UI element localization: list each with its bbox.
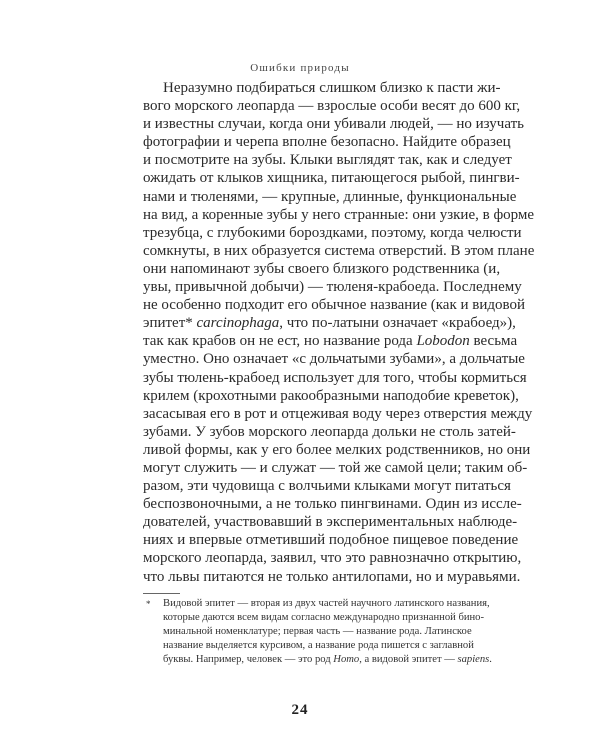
body-line <box>143 513 518 531</box>
body-line <box>143 314 516 332</box>
text-run: буквы. Например, человек — это род <box>163 654 334 665</box>
text-run: увы, привычной добычи) — тюленя-крабоеда. Последнему <box>143 279 522 296</box>
text-run: уместно. Оно означает «с дольчатыми зубами», а дольчатые <box>143 351 525 368</box>
body-line <box>143 459 528 477</box>
text-run: эпитет* <box>143 315 197 332</box>
text-run: , а видовой эпитет — <box>359 654 458 665</box>
body-line <box>143 169 520 187</box>
text-run: Видовой эпитет — вторая из двух частей научного латинского названия, <box>163 598 490 609</box>
body-line <box>143 441 531 459</box>
text-run: беспозвоночными, а не только пингвинами. Один из иссле- <box>143 496 522 513</box>
text-run: нами и тюленями, — крупные, длинные, функциональные <box>143 188 517 205</box>
body-line <box>143 242 535 260</box>
body-line <box>143 350 525 368</box>
text-run: ниях и впервые отметивший подобное пищевое поведение <box>143 532 519 549</box>
footnote-text <box>163 597 492 667</box>
body-line <box>143 151 512 169</box>
text-run: весьма <box>469 333 518 350</box>
text-run: морского леопарда, заявил, что это равнозначно открытию, <box>143 550 522 567</box>
text-run: фотографии и черепа вполне безопасно. Найдите образец <box>143 134 511 151</box>
text-run: не особенно подходит его обычное название (как и видовой <box>143 297 526 314</box>
body-line <box>143 405 533 423</box>
text-run: так как крабов он не ест, но название рода <box>143 333 417 350</box>
body-line <box>143 387 519 405</box>
italic-term: sapiens <box>457 654 490 665</box>
text-run: дователей, участвовавший в экспериментальных наблюде- <box>143 514 518 531</box>
body-line <box>143 549 522 567</box>
body-line <box>143 260 501 278</box>
italic-term: carcinophaga <box>196 315 280 332</box>
text-run: ожидать от клыков хищника, питающегося рыбой, пингви- <box>143 170 520 187</box>
text-run: разом, эти чудовища с волчьими клыками могут питаться <box>143 478 511 495</box>
text-run: название выделяется курсивом, а название рода пишется с заглавной <box>163 640 474 651</box>
text-run: которые даются всем видам согласно международно признанной бино- <box>163 612 484 623</box>
body-line <box>143 224 522 242</box>
text-run: засасывая его в рот и отцеживая воду через отверстия между <box>143 405 533 422</box>
text-run: , что по-латыни означает «крабоед»), <box>279 315 516 332</box>
text-run: вого морского леопарда — взрослые особи весят до 600 кг, <box>143 98 521 115</box>
body-line <box>143 296 526 314</box>
text-run: на вид, а коренные зубы у него странные: они узкие, в форме <box>143 206 535 223</box>
body-line <box>143 423 516 441</box>
text-run: они напоминают зубы своего близкого родственника (и, <box>143 260 501 277</box>
text-run: и известны случаи, когда они убивали людей, — но изучать <box>143 116 524 133</box>
footnote-line <box>163 611 484 625</box>
text-run: минальной номенклатуре; первая часть — название рода. Латинское <box>163 626 472 637</box>
body-line <box>143 188 517 206</box>
running-head: Ошибки природы <box>250 62 350 74</box>
text-run: зубами. У зубов морского леопарда дольки не столь затей- <box>143 423 516 440</box>
text-run: ливой формы, как у его более мелких родственников, но они <box>143 441 531 458</box>
body-line <box>143 369 527 387</box>
footnote-divider <box>143 593 180 594</box>
body-line <box>143 133 511 151</box>
italic-term: Homo <box>333 654 360 665</box>
text-run: зубы тюлень-крабоед использует для того, чтобы кормиться <box>143 369 527 386</box>
text-run: могут служить — и служат — той же самой цели; таким об- <box>143 459 528 476</box>
text-run: и посмотрите на зубы. Клыки выглядят так, как и следует <box>143 152 512 169</box>
body-line <box>143 115 524 133</box>
footnote <box>143 597 492 667</box>
text-run: Неразумно подбираться слишком близко к пасти жи- <box>163 80 501 96</box>
footnote-line <box>163 639 474 653</box>
text-run: . <box>489 654 492 665</box>
body-line <box>143 568 521 586</box>
text-run: сомкнуты, в них образуется система отверстий. В этом плане <box>143 242 535 259</box>
body-line <box>143 97 521 115</box>
footnote-marker: * <box>146 599 151 609</box>
body-line <box>143 278 522 296</box>
body-line <box>143 495 522 513</box>
page-number: 24 <box>291 702 309 718</box>
text-run: что львы питаются не только антилопами, но и муравьями. <box>143 568 521 585</box>
body-line <box>143 477 511 495</box>
footnote-line <box>163 653 492 667</box>
footnote-line <box>163 625 472 639</box>
body-line <box>143 332 518 350</box>
body-paragraph <box>143 79 535 586</box>
italic-term: Lobodon <box>416 333 470 350</box>
footnote-line <box>163 597 490 611</box>
body-line <box>143 206 535 224</box>
body-line <box>143 79 501 97</box>
text-run: крилем (крохотными ракообразными наподобие креветок), <box>143 387 519 404</box>
text-run: трезубца, с глубокими бороздками, поэтому, когда челюсти <box>143 224 522 241</box>
body-line <box>143 531 519 549</box>
